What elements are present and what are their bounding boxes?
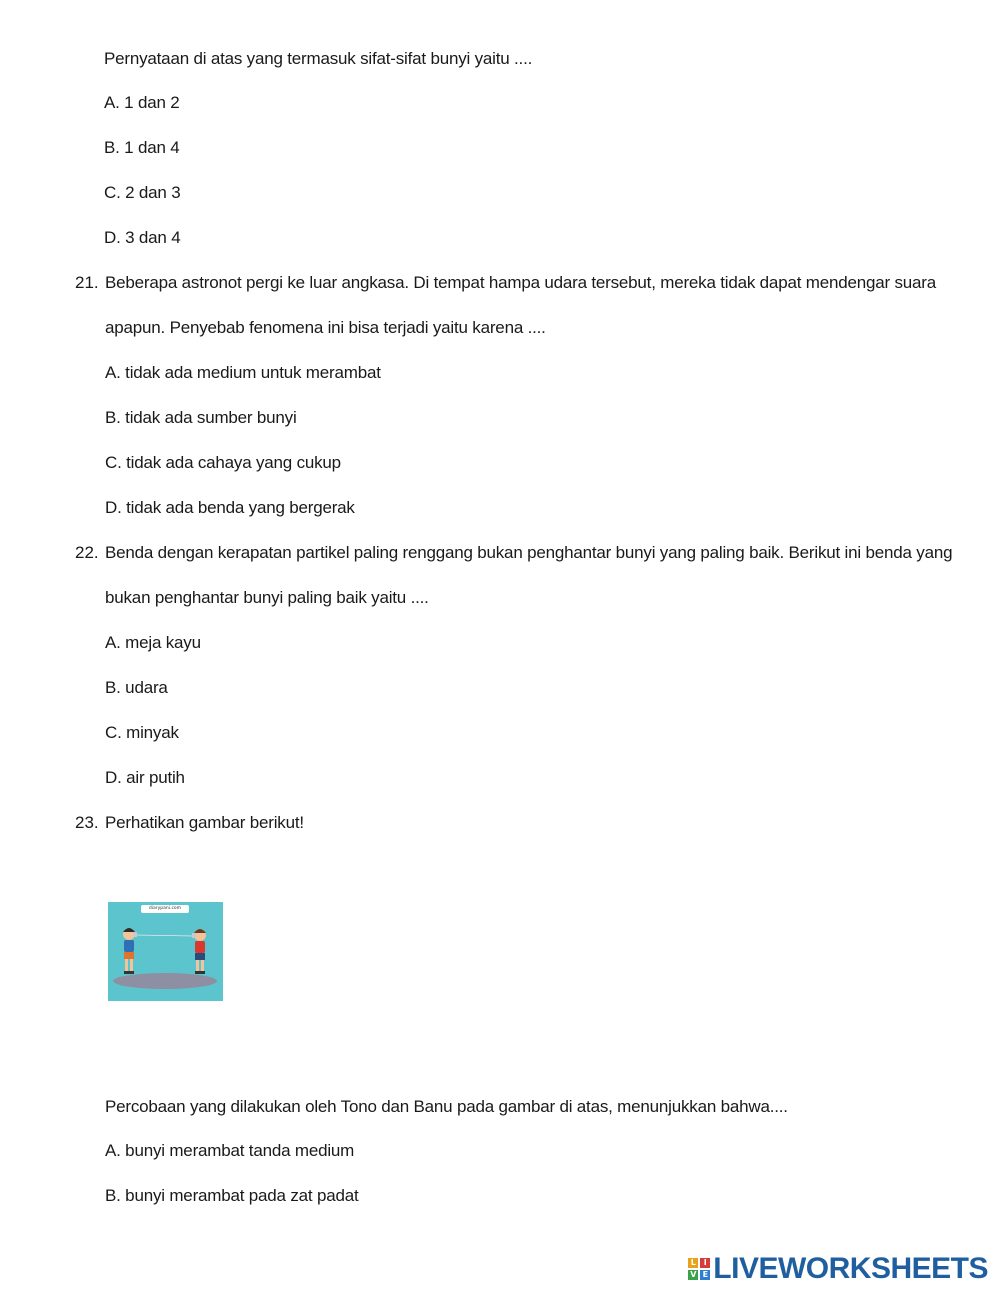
option-a: A. meja kayu <box>105 633 201 652</box>
option-b: B. udara <box>105 678 168 697</box>
liveworksheets-logo <box>688 1254 988 1284</box>
option-a: A. bunyi merambat tanda medium <box>105 1141 355 1160</box>
option-d: D. tidak ada benda yang bergerak <box>105 498 355 517</box>
question-text: Beberapa astronot pergi ke luar angkasa. Di tempat hampa udara tersebut, mereka tidak dapat mendengar suara <box>105 273 936 292</box>
question-text: bukan penghantar bunyi paling baik yaitu .... <box>105 588 429 607</box>
question-number: 22. <box>75 543 99 562</box>
question-stem: Pernyataan di atas yang termasuk sifat-sifat bunyi yaitu .... <box>104 49 533 68</box>
image-credit: diarypani.com <box>141 905 189 913</box>
option-d: D. 3 dan 4 <box>104 228 181 247</box>
option-b: B. bunyi merambat pada zat padat <box>105 1186 359 1205</box>
string-line <box>135 935 194 936</box>
child-left <box>123 928 137 974</box>
option-c: C. tidak ada cahaya yang cukup <box>105 453 341 472</box>
logo-grid-icon: L I V E <box>688 1258 710 1280</box>
question-text: Perhatikan gambar berikut! <box>105 813 304 832</box>
option-c: C. 2 dan 3 <box>104 183 181 202</box>
option-d: D. air putih <box>105 768 185 787</box>
option-b: B. tidak ada sumber bunyi <box>105 408 297 427</box>
question-text: Benda dengan kerapatan partikel paling renggang bukan penghantar bunyi yang paling baik. Berikut ini benda yang <box>105 543 953 562</box>
tin-can-phone-illustration <box>108 902 223 1001</box>
ground-shadow <box>113 973 217 989</box>
question-text: apapun. Penyebab fenomena ini bisa terjadi yaitu karena .... <box>105 318 546 337</box>
child-right <box>192 929 206 974</box>
children-illustration-svg <box>108 902 223 1001</box>
question-stem: Percobaan yang dilakukan oleh Tono dan Banu pada gambar di atas, menunjukkan bahwa.... <box>105 1097 788 1116</box>
question-number: 23. <box>75 813 99 832</box>
option-b: B. 1 dan 4 <box>104 138 180 157</box>
option-a: A. tidak ada medium untuk merambat <box>105 363 381 382</box>
option-c: C. minyak <box>105 723 179 742</box>
brand-wordmark: LIVEWORKSHEETS <box>713 1252 988 1285</box>
option-a: A. 1 dan 2 <box>104 93 180 112</box>
question-number: 21. <box>75 273 99 292</box>
